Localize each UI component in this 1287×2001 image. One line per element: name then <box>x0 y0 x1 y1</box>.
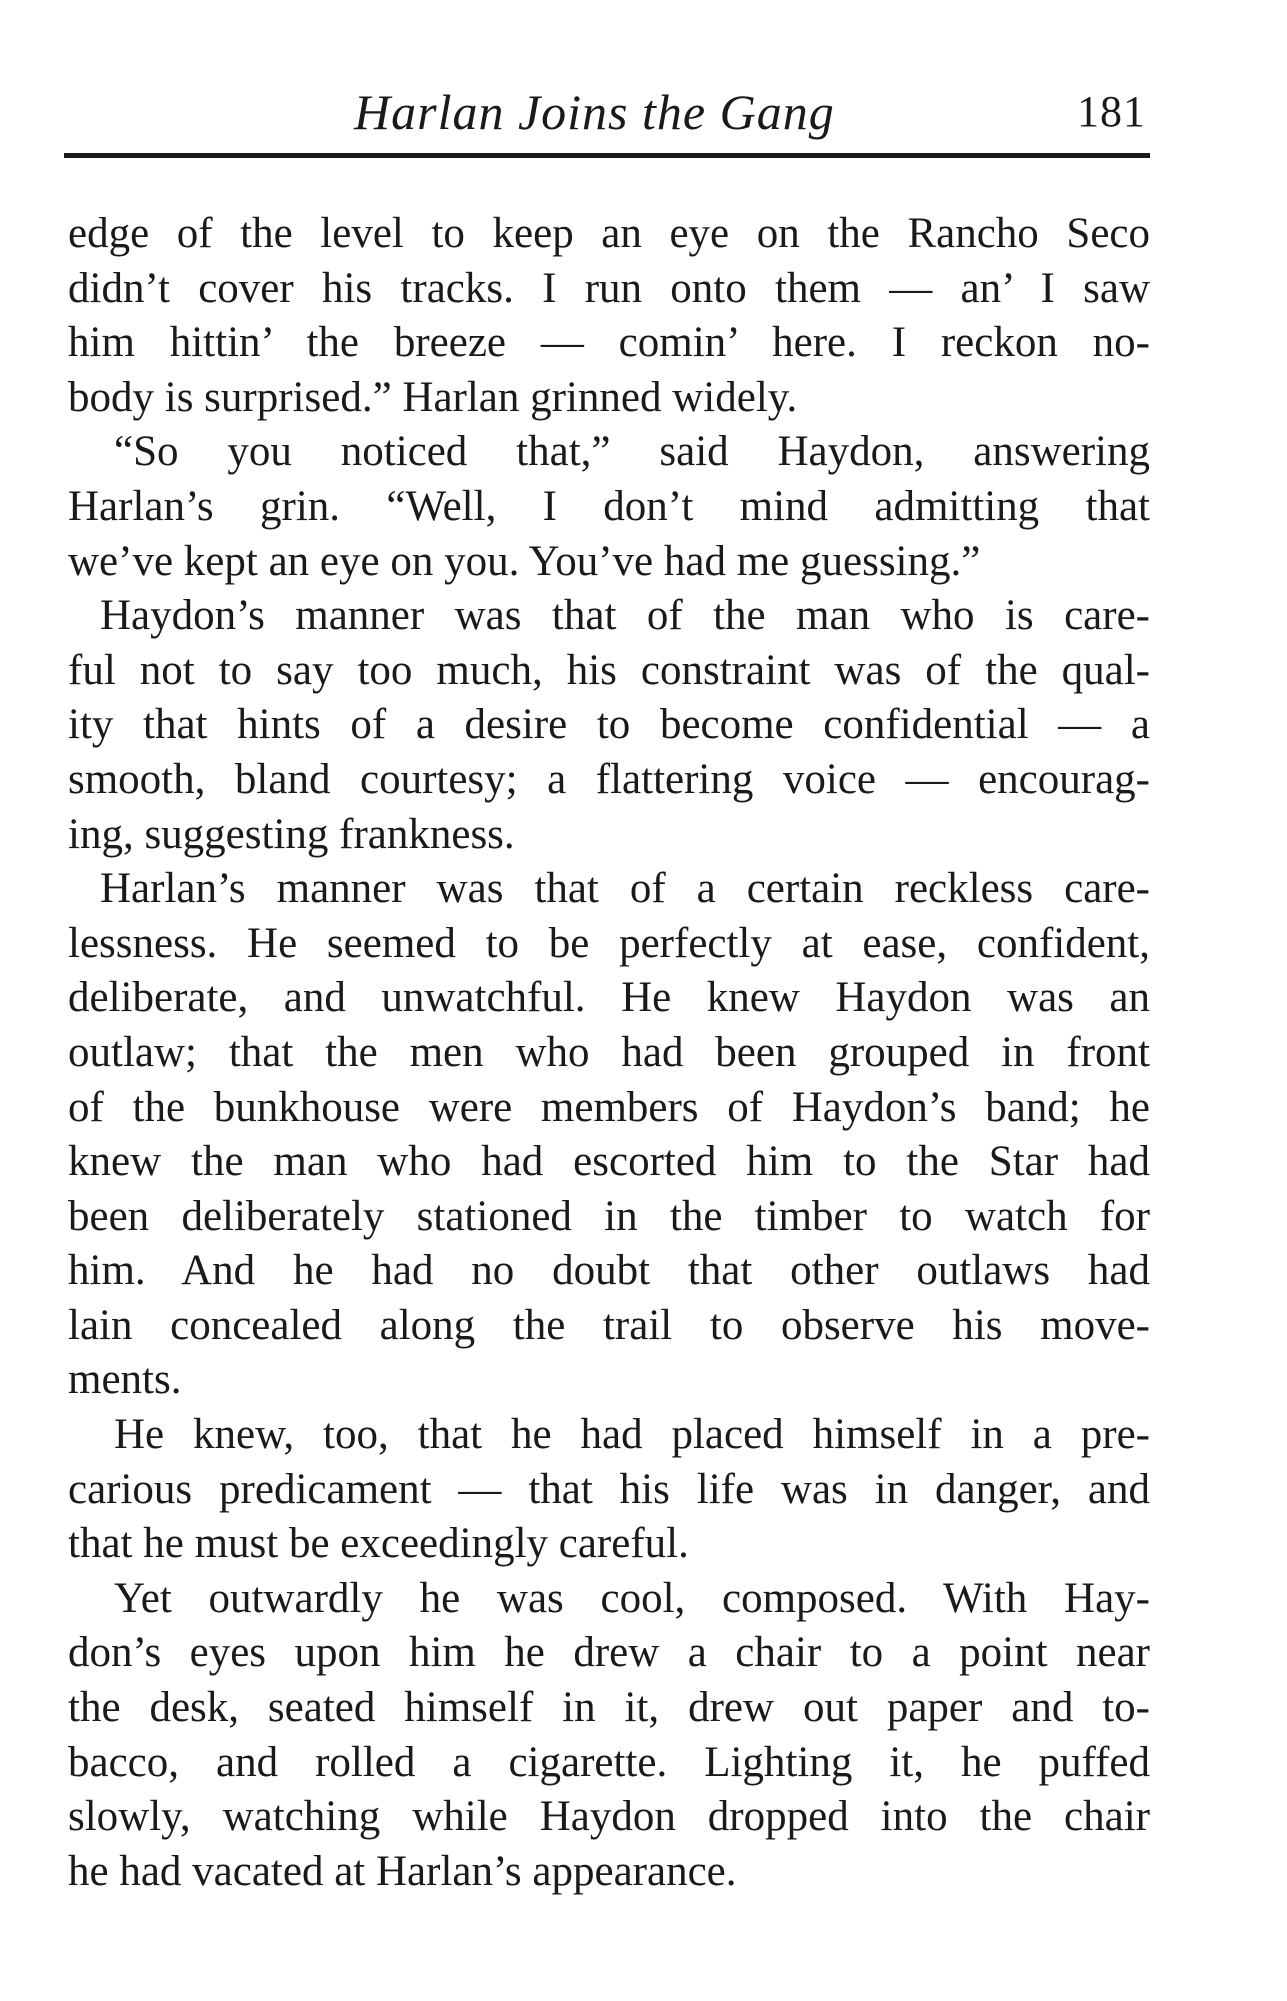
text-line: of the bunkhouse were members of Haydon’s band; he <box>68 1083 1150 1131</box>
text-line: him hittin’ the breeze — comin’ here. I reckon no- <box>68 319 1150 367</box>
body-text <box>68 207 1150 1899</box>
text-line: lain concealed along the trail to observe his move- <box>68 1301 1150 1349</box>
text-line: ity that hints of a desire to become confidential — a <box>68 701 1150 749</box>
text-line: been deliberately stationed in the timber to watch for <box>68 1192 1150 1240</box>
text-line: Yet outwardly he was cool, composed. With Hay- <box>114 1574 1150 1622</box>
text-line: Harlan’s grin. “Well, I don’t mind admitting that <box>68 482 1150 530</box>
text-line: outlaw; that the men who had been grouped in front <box>68 1028 1150 1076</box>
text-line: slowly, watching while Haydon dropped into the chair <box>68 1793 1150 1841</box>
text-line: we’ve kept an eye on you. You’ve had me guessing.” <box>68 537 981 585</box>
text-line: don’s eyes upon him he drew a chair to a point near <box>68 1629 1150 1677</box>
text-line: ing, suggesting frankness. <box>68 810 515 858</box>
text-line: deliberate, and unwatchful. He knew Haydon was an <box>68 974 1150 1022</box>
text-line: that he must be exceedingly careful. <box>68 1520 689 1568</box>
text-line: bacco, and rolled a cigarette. Lighting it, he puffed <box>68 1738 1150 1786</box>
text-line: smooth, bland courtesy; a flattering voice — encourag- <box>68 755 1150 803</box>
text-line: ful not to say too much, his constraint was of the qual- <box>68 646 1150 694</box>
text-line: He knew, too, that he had placed himself in a pre- <box>114 1411 1150 1459</box>
text-line: knew the man who had escorted him to the Star had <box>68 1138 1150 1186</box>
text-line: lessness. He seemed to be perfectly at ease, confident, <box>68 919 1150 967</box>
text-line: him. And he had no doubt that other outlaws had <box>68 1247 1150 1295</box>
text-line: the desk, seated himself in it, drew out paper and to- <box>68 1684 1150 1732</box>
page-header <box>66 82 1146 142</box>
running-title: Harlan Joins the Gang <box>354 84 835 140</box>
text-line: edge of the level to keep an eye on the Rancho Seco <box>68 210 1150 257</box>
header-rule <box>64 153 1150 158</box>
text-line: carious predicament — that his life was in danger, and <box>68 1465 1150 1513</box>
text-line: Harlan’s manner was that of a certain reckless care- <box>100 865 1150 913</box>
page-number: 181 <box>1077 87 1146 136</box>
text-line: ments. <box>68 1356 182 1404</box>
text-line: he had vacated at Harlan’s appearance. <box>68 1847 737 1895</box>
text-line: body is surprised.” Harlan grinned widely. <box>68 373 798 421</box>
text-line: didn’t cover his tracks. I run onto them — an’ I saw <box>68 264 1150 312</box>
text-line: “So you noticed that,” said Haydon, answering <box>114 428 1150 476</box>
text-line: Haydon’s manner was that of the man who is care- <box>100 592 1150 640</box>
